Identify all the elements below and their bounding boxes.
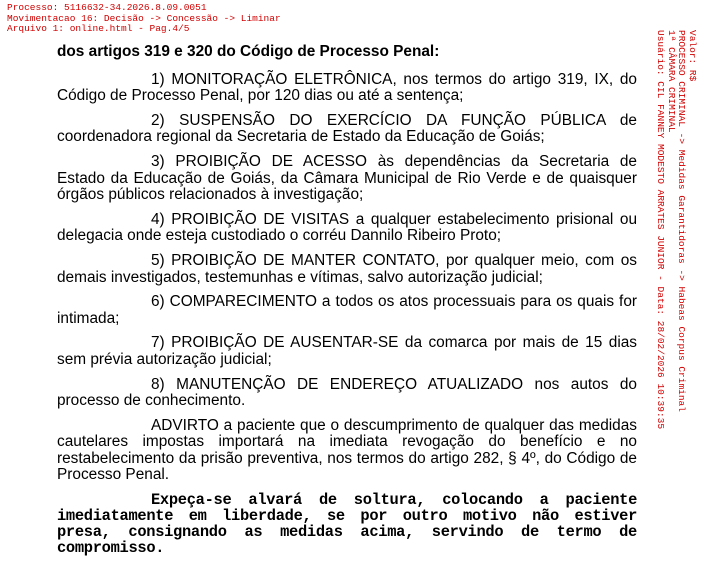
stamp-file: Arquivo 1: online.html - Pag.4/5 [7,23,190,34]
measure-item-2: 2) SUSPENSÃO DO EXERCÍCIO DA FUNÇÃO PÚBLICA de coordenadora regional da Secretaria de Estado da Educação de Goiás; [57,111,637,146]
measure-item-6: 6) COMPARECIMENTO a todos os atos processuais para os quais for intimada; [57,293,637,327]
measure-item-3: 3) PROIBIÇÃO DE ACESSO às dependências da Secretaria de Estado da Educação de Goiás, da Câmara Municipal de Rio Verde e de quaisquer órgãos públicos relacionados à investigação; [57,152,637,204]
measure-item-8: 8) MANUTENÇÃO DE ENDEREÇO ATUALIZADO nos autos do processo de conhecimento. [57,375,637,410]
side-chamber: 1ª CÂMARA CRIMINAL [666,30,677,133]
side-process-class: PROCESSO CRIMINAL -> Medidas Garantidoras -> Habeas Corpus Criminal [676,30,688,412]
side-user-date: Usuário: CIL FANNEY MODESTO ARRATES JUNIOR - Data: 28/02/2026 10:39:35 [655,30,667,430]
side-value: Valor: R$ [687,30,698,82]
stamp-process-number: Processo: 5116632-34.2026.8.09.0051 [7,2,207,13]
closing-order: Expeça-se alvará de soltura, colocando a paciente imediatamente em liberdade, se por outro motivo não estiver presa, consignando as medidas acima, servindo de termo de compromisso. [57,491,637,558]
stamp-movement: Movimentacao 16: Decisão -> Concessão -> Liminar [7,12,281,24]
warning-paragraph: ADVIRTO a paciente que o descumprimento de qualquer das medidas cautelares impostas importará na imediata revogação do benefício e no restabelecimento da prisão preventiva, nos termos do artigo 282, § 4º, do Código de Processo Penal. [57,416,637,484]
side-stamp [655,30,697,429]
document-body [57,44,637,564]
document-heading: dos artigos 319 e 320 do Código de Processo Penal: [57,43,440,60]
measure-item-1: 1) MONITORAÇÃO ELETRÔNICA, nos termos do artigo 319, IX, do Código de Processo Penal, por 120 dias ou até a sentença; [57,70,637,105]
measure-item-4: 4) PROIBIÇÃO DE VISITAS a qualquer estabelecimento prisional ou delegacia onde esteja custodiado o corréu Dannilo Ribeiro Proto; [57,210,637,245]
measure-item-5: 5) PROIBIÇÃO DE MANTER CONTATO, por qualquer meio, com os demais investigados, testemunhas e vítimas, salvo autorização judicial; [57,251,637,286]
measure-item-7: 7) PROIBIÇÃO DE AUSENTAR-SE da comarca por mais de 15 dias sem prévia autorização judicial; [57,334,637,368]
process-stamp [7,3,281,35]
